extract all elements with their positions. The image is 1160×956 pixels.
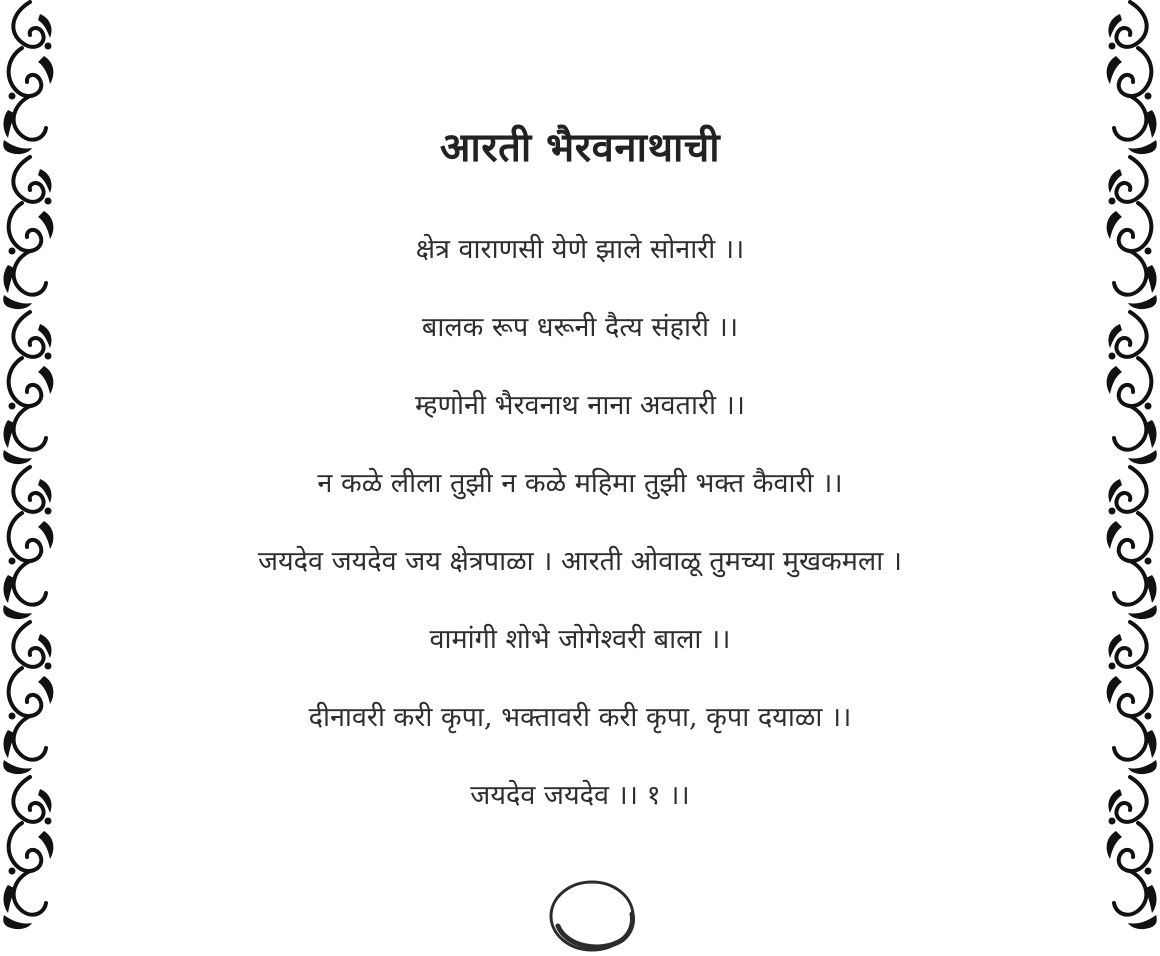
verse-line: दीनावरी करी कृपा, भक्तावरी करी कृपा, कृपा दयाळा ।। <box>308 702 852 733</box>
verse-line: न कळे लीला तुझी न कळे महिमा तुझी भक्त कैवारी ।। <box>317 468 843 499</box>
verse-line: वामांगी शोभे जोगेश्वरी बाला ।। <box>429 624 731 655</box>
verse-line: म्हणोनी भैरवनाथ नाना अवतारी ।। <box>414 390 746 421</box>
verse-line: बालक रूप धरूनी दैत्य संहारी ।। <box>421 312 739 343</box>
page-content <box>70 0 1090 956</box>
verse-line: क्षेत्र वाराणसी येणे झाले सोनारी ।। <box>415 234 745 265</box>
verse-list <box>70 228 1090 852</box>
right-ornamental-border <box>1100 0 1160 956</box>
left-ornamental-border <box>0 0 60 956</box>
verse-line: जयदेव जयदेव जय क्षेत्रपाळा । आरती ओवाळू तुमच्या मुखकमला । <box>257 546 903 577</box>
page-title: आरती भैरवनाथाची <box>439 124 721 171</box>
verse-line: जयदेव जयदेव ।। १ ।। <box>470 780 690 811</box>
page-number-oval <box>548 878 636 954</box>
